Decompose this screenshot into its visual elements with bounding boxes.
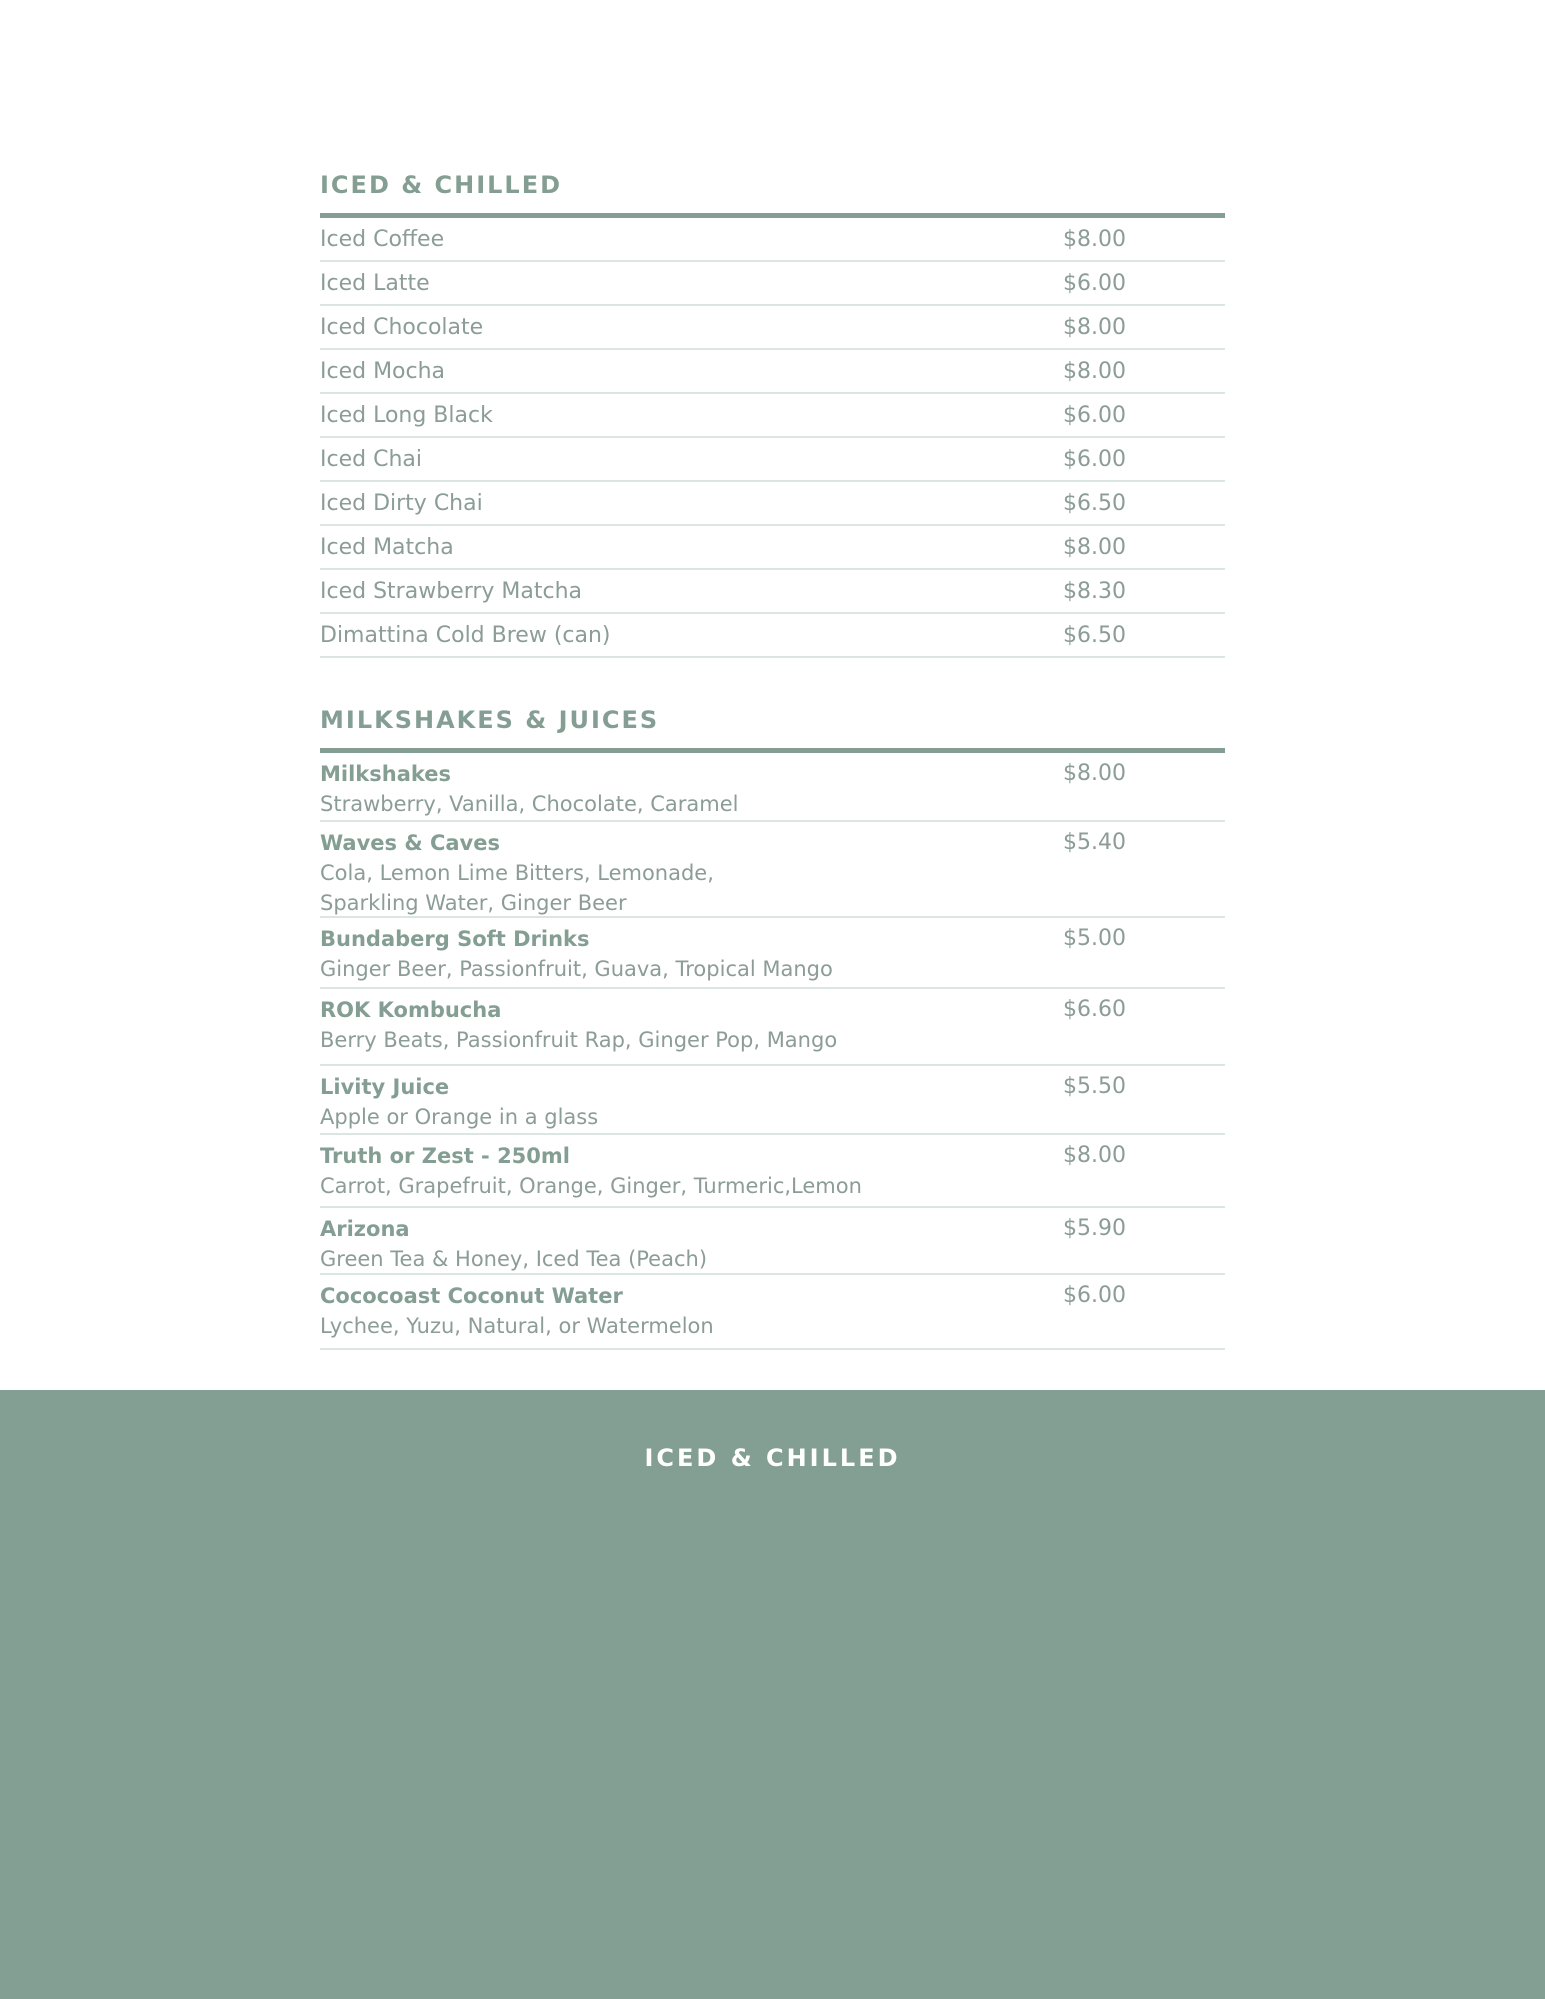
footer-panel [0,1390,1545,1999]
item-price: $6.60 [1063,997,1126,1022]
menu-row [320,1275,1225,1350]
menu-row [320,262,1225,306]
milkshakes-section [320,700,1225,1350]
item-price: $6.50 [1063,490,1126,516]
menu-row [320,482,1225,526]
menu-row [320,753,1225,822]
item-name: Milkshakes [320,762,452,786]
item-price: $5.50 [1063,1074,1126,1099]
item-price: $6.00 [1063,446,1126,472]
item-name: Dimattina Cold Brew (can) [320,622,611,648]
section-title-iced: ICED & CHILLED [320,171,563,199]
item-name: Truth or Zest - 250ml [320,1144,570,1168]
menu-row [320,822,1225,918]
item-name: Iced Strawberry Matcha [320,578,583,604]
item-name: Arizona [320,1217,410,1241]
item-price: $6.00 [1063,270,1126,296]
menu-row [320,526,1225,570]
menu-row [320,918,1225,989]
item-price: $8.30 [1063,578,1126,604]
item-name: Iced Chocolate [320,314,484,340]
footer-title: ICED & CHILLED [644,1444,901,1472]
item-description: Strawberry, Vanilla, Chocolate, Caramel [320,792,739,816]
item-name: Livity Juice [320,1075,450,1099]
item-price: $6.00 [1063,1283,1126,1308]
item-price: $8.00 [1063,1143,1126,1168]
item-name: Iced Latte [320,270,430,296]
item-description: Cola, Lemon Lime Bitters, Lemonade, Sparkling Water, Ginger Beer [320,861,714,915]
item-price: $8.00 [1063,761,1126,786]
item-price: $5.90 [1063,1216,1126,1241]
menu-row [320,394,1225,438]
menu-row [320,350,1225,394]
menu-row [320,438,1225,482]
item-description: Lychee, Yuzu, Natural, or Watermelon [320,1314,714,1338]
item-price: $8.00 [1063,226,1126,252]
item-name: Iced Matcha [320,534,454,560]
menu-row [320,306,1225,350]
item-name: Iced Long Black [320,402,493,428]
item-price: $6.00 [1063,402,1126,428]
item-name: Iced Coffee [320,226,445,252]
iced-section [320,165,1225,658]
item-name: Waves & Caves [320,831,500,855]
item-name: Iced Chai [320,446,422,472]
item-description: Green Tea & Honey, Iced Tea (Peach) [320,1247,708,1271]
menu-row [320,989,1225,1066]
menu-row [320,1066,1225,1135]
section-title-milkshakes: MILKSHAKES & JUICES [320,706,660,734]
menu-row [320,1208,1225,1275]
item-price: $5.00 [1063,926,1126,951]
item-price: $8.00 [1063,358,1126,384]
item-description: Berry Beats, Passionfruit Rap, Ginger Pop, Mango [320,1028,838,1052]
item-price: $8.00 [1063,534,1126,560]
item-description: Ginger Beer, Passionfruit, Guava, Tropical Mango [320,957,833,981]
item-name: Bundaberg Soft Drinks [320,927,590,951]
item-description: Apple or Orange in a glass [320,1105,599,1129]
menu-row [320,218,1225,262]
item-name: Cococoast Coconut Water [320,1284,623,1308]
iced-items-list [320,218,1225,658]
menu-row [320,1135,1225,1208]
item-price: $8.00 [1063,314,1126,340]
menu-row [320,570,1225,614]
item-name: Iced Dirty Chai [320,490,483,516]
item-name: Iced Mocha [320,358,446,384]
item-price: $6.50 [1063,622,1126,648]
menu-row [320,614,1225,658]
item-description: Carrot, Grapefruit, Orange, Ginger, Turmeric,Lemon [320,1174,862,1198]
item-price: $5.40 [1063,830,1126,855]
item-name: ROK Kombucha [320,998,502,1022]
